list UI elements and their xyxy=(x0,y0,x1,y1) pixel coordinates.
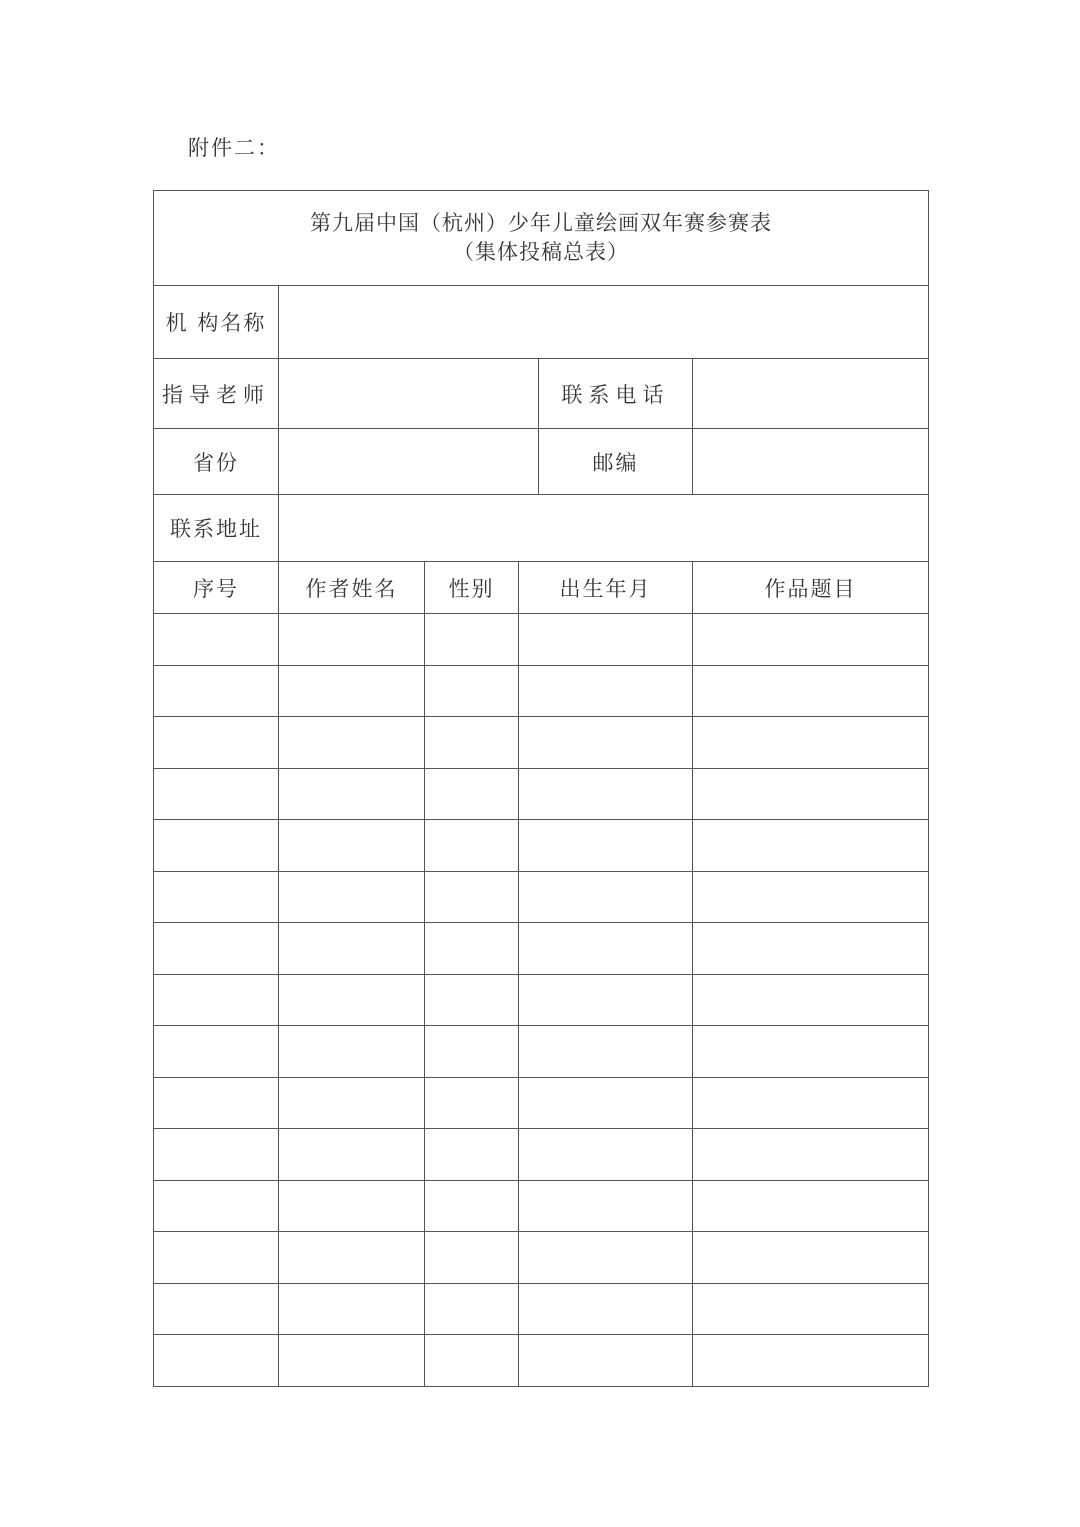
number-cell[interactable] xyxy=(154,1335,279,1387)
birth-cell[interactable] xyxy=(519,614,693,666)
birth-cell[interactable] xyxy=(519,717,693,769)
title-cell[interactable] xyxy=(693,1232,929,1284)
title-cell[interactable] xyxy=(693,665,929,717)
table-row xyxy=(154,1335,929,1387)
table-row xyxy=(154,717,929,769)
gender-cell[interactable] xyxy=(425,1283,519,1335)
phone-label: 联系电话 xyxy=(539,359,693,429)
title-cell[interactable] xyxy=(693,717,929,769)
author-cell[interactable] xyxy=(279,1335,425,1387)
table-row xyxy=(154,1026,929,1078)
table-row xyxy=(154,820,929,872)
number-cell[interactable] xyxy=(154,820,279,872)
birth-cell[interactable] xyxy=(519,1077,693,1129)
number-cell[interactable] xyxy=(154,871,279,923)
number-cell[interactable] xyxy=(154,1026,279,1078)
table-row xyxy=(154,768,929,820)
title-cell[interactable] xyxy=(693,820,929,872)
postcode-label: 邮编 xyxy=(539,429,693,495)
gender-cell[interactable] xyxy=(425,717,519,769)
title-cell[interactable] xyxy=(693,768,929,820)
author-cell[interactable] xyxy=(279,665,425,717)
title-cell[interactable] xyxy=(693,1129,929,1181)
postcode-field[interactable] xyxy=(693,429,929,495)
author-cell[interactable] xyxy=(279,974,425,1026)
title-cell[interactable] xyxy=(693,614,929,666)
birth-cell[interactable] xyxy=(519,665,693,717)
title-cell[interactable] xyxy=(693,1283,929,1335)
number-cell[interactable] xyxy=(154,1283,279,1335)
address-field[interactable] xyxy=(279,495,929,562)
form-subtitle: （集体投稿总表） xyxy=(453,240,629,264)
number-cell[interactable] xyxy=(154,1077,279,1129)
author-cell[interactable] xyxy=(279,1129,425,1181)
province-label: 省份 xyxy=(154,429,279,495)
table-row xyxy=(154,665,929,717)
table-row xyxy=(154,923,929,975)
col-header-number: 序号 xyxy=(154,562,279,614)
gender-cell[interactable] xyxy=(425,1232,519,1284)
author-cell[interactable] xyxy=(279,1180,425,1232)
author-cell[interactable] xyxy=(279,768,425,820)
gender-cell[interactable] xyxy=(425,1180,519,1232)
number-cell[interactable] xyxy=(154,974,279,1026)
gender-cell[interactable] xyxy=(425,923,519,975)
table-row xyxy=(154,1129,929,1181)
col-header-birth: 出生年月 xyxy=(519,562,693,614)
birth-cell[interactable] xyxy=(519,923,693,975)
title-cell[interactable] xyxy=(693,974,929,1026)
number-cell[interactable] xyxy=(154,665,279,717)
gender-cell[interactable] xyxy=(425,1077,519,1129)
number-cell[interactable] xyxy=(154,1129,279,1181)
gender-cell[interactable] xyxy=(425,974,519,1026)
author-cell[interactable] xyxy=(279,1232,425,1284)
phone-field[interactable] xyxy=(693,359,929,429)
gender-cell[interactable] xyxy=(425,1129,519,1181)
table-row xyxy=(154,1077,929,1129)
institution-field[interactable] xyxy=(279,286,929,359)
number-cell[interactable] xyxy=(154,717,279,769)
number-cell[interactable] xyxy=(154,768,279,820)
table-row xyxy=(154,614,929,666)
birth-cell[interactable] xyxy=(519,871,693,923)
title-cell[interactable] xyxy=(693,1180,929,1232)
gender-cell[interactable] xyxy=(425,614,519,666)
form-title-cell xyxy=(154,191,929,286)
birth-cell[interactable] xyxy=(519,820,693,872)
table-row xyxy=(154,1283,929,1335)
birth-cell[interactable] xyxy=(519,768,693,820)
number-cell[interactable] xyxy=(154,923,279,975)
table-row xyxy=(154,1232,929,1284)
teacher-field[interactable] xyxy=(279,359,539,429)
col-header-author: 作者姓名 xyxy=(279,562,425,614)
number-cell[interactable] xyxy=(154,614,279,666)
birth-cell[interactable] xyxy=(519,1283,693,1335)
birth-cell[interactable] xyxy=(519,1232,693,1284)
form-title: 第九届中国（杭州）少年儿童绘画双年赛参赛表 xyxy=(310,211,772,235)
col-header-gender: 性别 xyxy=(425,562,519,614)
author-cell[interactable] xyxy=(279,1026,425,1078)
attachment-label: 附件二： xyxy=(188,136,280,160)
institution-label: 机 构名称 xyxy=(154,286,279,359)
author-cell[interactable] xyxy=(279,871,425,923)
number-cell[interactable] xyxy=(154,1232,279,1284)
teacher-label: 指导老师 xyxy=(154,359,279,429)
gender-cell[interactable] xyxy=(425,768,519,820)
table-row xyxy=(154,974,929,1026)
title-cell[interactable] xyxy=(693,871,929,923)
author-cell[interactable] xyxy=(279,614,425,666)
birth-cell[interactable] xyxy=(519,1335,693,1387)
birth-cell[interactable] xyxy=(519,1180,693,1232)
gender-cell[interactable] xyxy=(425,820,519,872)
entry-form-table xyxy=(153,190,929,1387)
title-cell[interactable] xyxy=(693,1026,929,1078)
birth-cell[interactable] xyxy=(519,974,693,1026)
author-cell[interactable] xyxy=(279,717,425,769)
birth-cell[interactable] xyxy=(519,1026,693,1078)
author-cell[interactable] xyxy=(279,820,425,872)
province-field[interactable] xyxy=(279,429,539,495)
entries-body xyxy=(154,614,929,1387)
number-cell[interactable] xyxy=(154,1180,279,1232)
col-header-title: 作品题目 xyxy=(693,562,929,614)
title-cell[interactable] xyxy=(693,1077,929,1129)
title-cell[interactable] xyxy=(693,923,929,975)
gender-cell[interactable] xyxy=(425,665,519,717)
author-cell[interactable] xyxy=(279,923,425,975)
address-label: 联系地址 xyxy=(154,495,279,562)
table-row xyxy=(154,1180,929,1232)
author-cell[interactable] xyxy=(279,1077,425,1129)
table-row xyxy=(154,871,929,923)
title-cell[interactable] xyxy=(693,1335,929,1387)
gender-cell[interactable] xyxy=(425,871,519,923)
author-cell[interactable] xyxy=(279,1283,425,1335)
gender-cell[interactable] xyxy=(425,1335,519,1387)
gender-cell[interactable] xyxy=(425,1026,519,1078)
birth-cell[interactable] xyxy=(519,1129,693,1181)
